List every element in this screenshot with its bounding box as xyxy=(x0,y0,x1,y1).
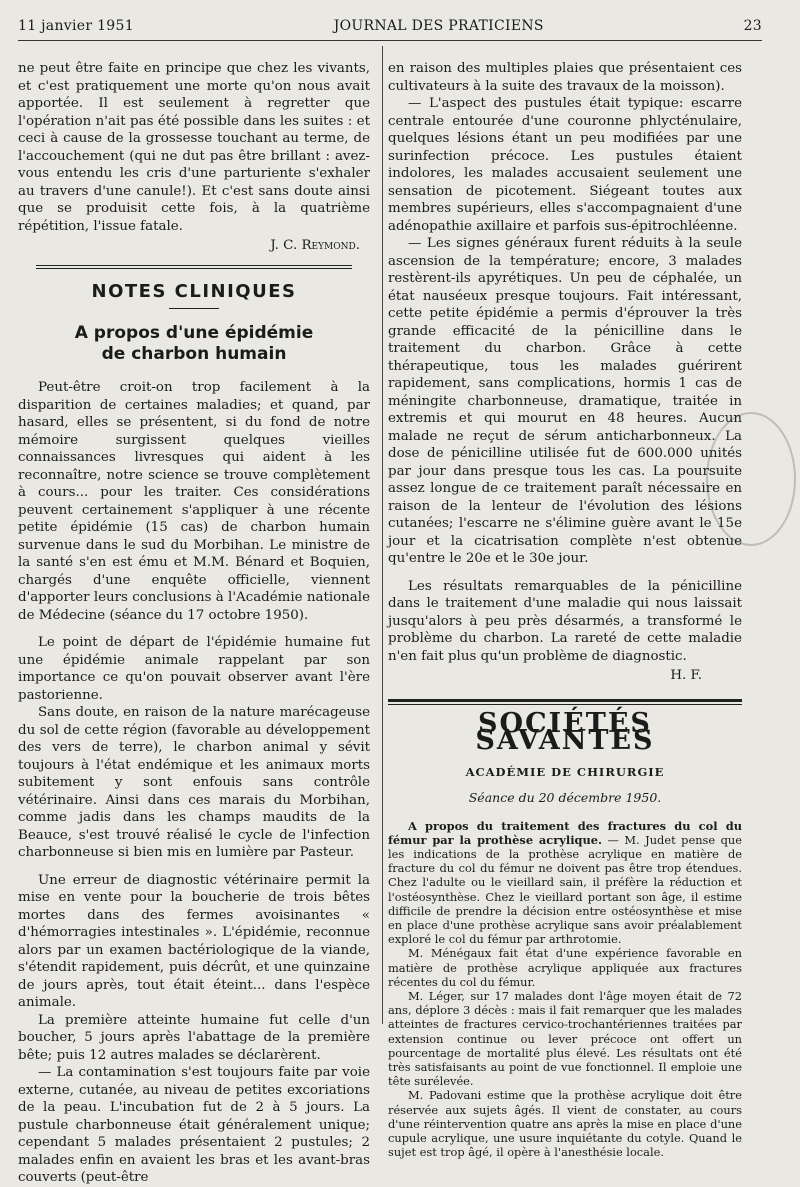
report-paragraph: M. Ménégaux fait état d'une expérience favorable en matière de prothèse acrylique appliquée aux fractures récentes du col du fémur. xyxy=(388,946,742,989)
section-rule xyxy=(388,699,742,705)
article-paragraph: Le point de départ de l'épidémie humaine fut une épidémie animale rappelant par son importance ce qu'on pouvait observer avant l'ère pastorienne. xyxy=(18,635,370,703)
article-title xyxy=(18,323,370,365)
article-paragraph: Les résultats remarquables de la pénicilline dans le traitement d'une maladie qui nous laissait jusqu'alors à peu près désarmés, a transformé le problème du charbon. La rareté de cette maladie n'en fait plus qu'un problème de diagnostic. xyxy=(388,578,742,664)
article-paragraph: Sans doute, en raison de la nature marécageuse du sol de cette région (favorable au développement des vers de terre), le charbon animal y sévit toujours à l'état endémique et les animaux morts subitement y sont enfouis sans contrôle vétérinaire. Ainsi dans ces marais du Morbihan, comme jadis dans les champs maudits de la Beauce, s'est trouvé réalisé le cycle de l'infection charbonneuse si bien mis en lumière par Pasteur. xyxy=(18,705,370,860)
header-rule xyxy=(18,40,762,41)
title-underline xyxy=(169,308,219,309)
academie-heading: ACADÉMIE DE CHIRURGIE xyxy=(465,764,665,779)
left-column xyxy=(18,60,370,1187)
section-title-notes-cliniques: NOTES CLINIQUES xyxy=(91,280,297,302)
signature-hf: H. F. xyxy=(670,668,702,683)
header-page-number: 23 xyxy=(743,18,762,34)
article-title-line2: de charbon humain xyxy=(101,344,287,364)
article-paragraph: — Les signes généraux furent réduits à la seule ascension de la température; encore, 3 malades restèrent-ils apyrétiques. Un peu de céphalée, un état nauséeux presque toujours. Fait intéressant, cette petite épidémie a permis d'éprouver la très grande efficacité de la pénicilline dans le traitement du charbon. Grâce à cette thérapeutique, tous les malades guérirent rapidement, sans complications, hormis 1 cas de méningite charbonneuse, dramatique, traitée in extremis et qui mourut en 48 heures. Aucun malade ne reçut de sérum anticharbonneux. La dose de pénicilline utilisée fut de 600.000 unités par jour dans presque tous les cas. La poursuite assez longue de ce traitement paraît nécessaire en raison de la lenteur de l'évolution des lésions cutanées; l'escarre ne s'élimine guère avant le 15e jour et la cicatrisation complète n'est obtenue qu'entre le 20e et le 30e jour. xyxy=(388,236,742,566)
section-title-societes-savantes: SOCIÉTÉS SAVANTES xyxy=(475,707,655,756)
library-stamp xyxy=(706,412,796,546)
seance-date: Séance du 20 décembre 1950. xyxy=(468,790,662,805)
signature-reymond: J. C. Reymond. xyxy=(270,238,360,253)
intro-paragraph: ne peut être faite en principe que chez les vivants, et c'est pratiquement une morte qu'on nous avait apportée. Il est seulement à regretter que l'opération n'ait pas été possible dans les suites : et ceci à cause de la grossesse touchant au terme, de l'accouchement (qui ne dut pas être brillant : avez-vous entendu les cris d'une parturiente s'exhaler au travers d'une canule!). Et c'est sans doute ainsi que se produisit cette fois, à la quatrième répétition, l'issue fatale. xyxy=(18,61,370,234)
column-divider xyxy=(382,46,383,1024)
page-header xyxy=(18,18,762,34)
header-date: 11 janvier 1951 xyxy=(18,18,134,34)
academie-report xyxy=(388,819,742,1160)
report-paragraph xyxy=(388,819,742,947)
section-rule xyxy=(36,265,352,269)
article-paragraph: en raison des multiples plaies que présentaient ces cultivateurs à la suite des travaux de la moisson). xyxy=(388,61,742,94)
report-subhead: A propos du traitement des fractures du col du fémur par la prothèse acrylique. xyxy=(388,818,742,847)
article-paragraph: Peut-être croit-on trop facilement à la disparition de certaines maladies; et quand, par hasard, elles se présentent, si du fond de notre mémoire surgissent quelques vieilles connaissances livresques qui aident à les reconnaître, notre science se trouve complètement à cours... pour les traiter. Ces considérations peuvent certainement s'appliquer à une récente petite épidémie (15 cas) de charbon humain survenue dans le sud du Morbihan. Le ministre de la santé s'en est ému et M.M. Bénard et Boquien, chargés d'une enquête officielle, viennent d'apporter leurs conclusions à l'Académie nationale de Médecine (séance du 17 octobre 1950). xyxy=(18,380,370,623)
header-journal-title: JOURNAL DES PRATICIENS xyxy=(333,18,544,34)
article-paragraph: — L'aspect des pustules était typique: escarre centrale entourée d'une couronne phlycténulaire, quelques lésions étant un peu modifiées par une surinfection précoce. Les pustules étaient indolores, les malades accusaient seulement une sensation de picotement. Siégeant toutes aux membres supérieurs, elles s'accompagnaient d'une adénopathie axillaire et parfois sus-épitrochléenne. xyxy=(388,96,742,234)
article-paragraph: Une erreur de diagnostic vétérinaire permit la mise en vente pour la boucherie de trois bêtes mortes dans des fermes avoisinantes « d'hémorragies intestinales ». L'épidémie, reconnue alors par un examen bactériologique de la viande, s'étendit rapidement, puis décrût, et une quinzaine de jours après, tout était éteint... dans l'espèce animale. xyxy=(18,872,370,1010)
article-title-line1: A propos d'une épidémie xyxy=(74,323,314,343)
article-paragraph: — La contamination s'est toujours faite par voie externe, cutanée, au niveau de petites excoriations de la peau. L'incubation fut de 2 à 5 jours. La pustule charbonneuse était généralement unique; cependant 5 malades présentaient 2 pustules; 2 malades enfin en avaient les bras et les avant-bras couverts (peut-être xyxy=(18,1065,370,1185)
report-text: — M. Judet pense que les indications de la prothèse acrylique en matière de fracture du col du fémur ne doivent pas être trop étendues. Chez l'adulte ou le vieillard sain, il préfère la réduction et l'ostéosynthèse. Chez le vieillard portant son âge, il estime difficile de prendre la décision entre ostéosynthèse et mise en place d'une prothèse acrylique sans avoir préalablement exploré le col du fémur par arthrotomie. xyxy=(388,832,742,947)
report-paragraph: M. Padovani estime que la prothèse acrylique doit être réservée aux sujets âgés. Il vient de constater, au cours d'une réintervention quatre ans après la mise en place d'une cupule acrylique, une usure inquiétante du cotyle. Quand le sujet est trop âgé, il opère à l'anesthésie locale. xyxy=(388,1088,742,1160)
right-column xyxy=(388,60,742,1159)
report-paragraph: M. Léger, sur 17 malades dont l'âge moyen était de 72 ans, déplore 3 décès : mais il fait remarquer que les malades atteintes de fractures cervico-trochantériennes traitées par extension continue ou lever précoce ont offert un pourcentage de mortalité plus élevé. Les résultats ont été très satisfaisants au point de vue fonctionnel. Il emploie une tête surélevée. xyxy=(388,988,742,1089)
article-paragraph: La première atteinte humaine fut celle d'un boucher, 5 jours après l'abattage de la première bête; puis 12 autres malades se déclarèrent. xyxy=(18,1012,370,1063)
